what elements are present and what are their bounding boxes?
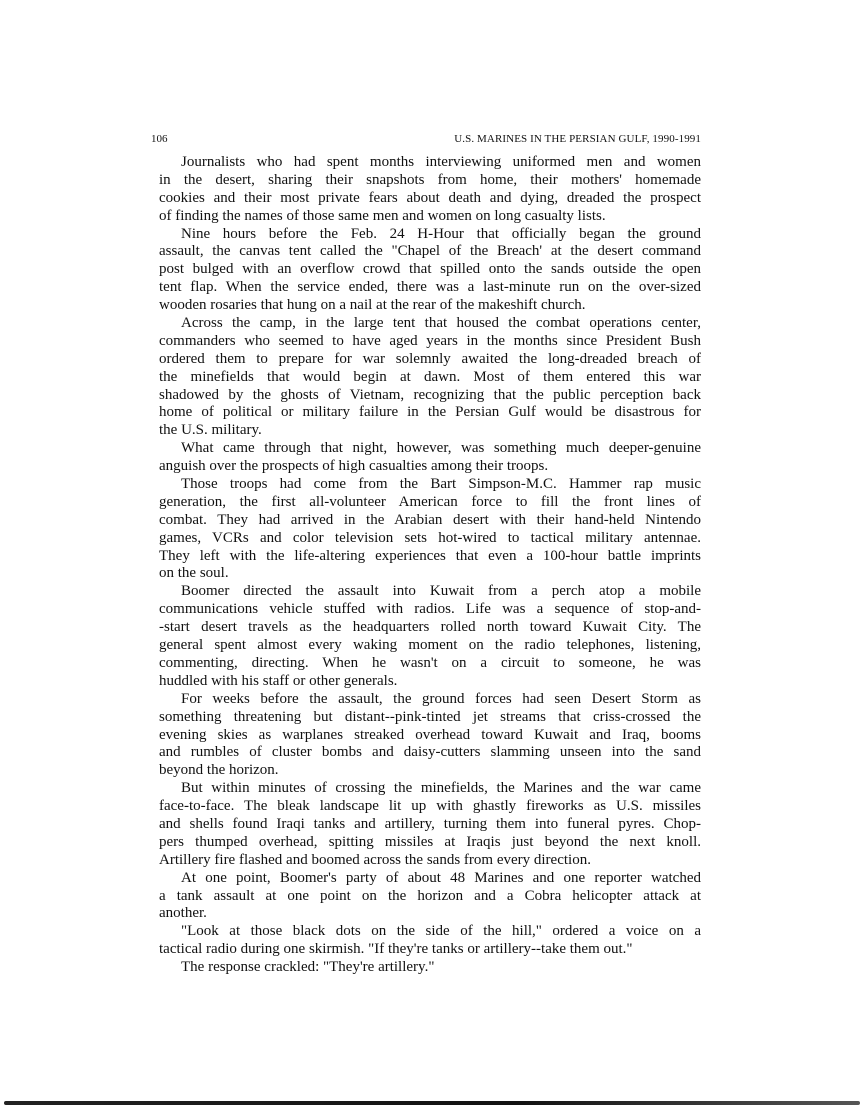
text-line: Journalists who had spent months interviewing uniformed men and women — [181, 154, 701, 170]
text-line: What came through that night, however, was something much deeper-genuine — [181, 440, 701, 457]
text-line: commenting, directing. When he wasn't on a circuit to someone, he was — [159, 654, 701, 671]
text-line: face-to-face. The bleak landscape lit up with ghastly fireworks as U.S. missiles — [159, 798, 701, 815]
text-line: Boomer directed the assault into Kuwait from a perch atop a mobile — [181, 583, 701, 600]
text-line: of finding the names of those same men and women on long casualty lists. — [159, 207, 606, 224]
text-line: on the soul. — [159, 565, 229, 582]
paragraph — [159, 476, 701, 583]
text-line: Those troops had come from the Bart Simpson-M.C. Hammer rap music — [181, 476, 701, 493]
text-line: Artillery fire flashed and boomed across the sands from every direction. — [159, 851, 591, 868]
paragraph — [159, 780, 701, 869]
paragraph — [159, 923, 701, 959]
text-line: and shells found Iraqi tanks and artillery, turning them into funeral pyres. Chop- — [159, 815, 701, 832]
text-line: ordered them to prepare for war solemnly awaited the long-dreaded breach of — [159, 350, 701, 367]
paragraph — [159, 226, 701, 315]
text-line: Nine hours before the Feb. 24 H-Hour that officially began the ground — [181, 225, 701, 242]
text-line: something threatening but distant--pink-tinted jet streams that criss-crossed the — [159, 708, 701, 725]
text-line: home of political or military failure in the Persian Gulf would be disastrous for — [159, 404, 701, 421]
text-line: assault, the canvas tent called the "Chapel of the Breach' at the desert command — [159, 243, 701, 260]
paragraph — [159, 583, 701, 690]
body-text — [159, 154, 701, 977]
paragraph — [159, 959, 701, 977]
paragraph — [159, 870, 701, 924]
text-line: communications vehicle stuffed with radios. Life was a sequence of stop-and- — [159, 601, 701, 618]
paragraph — [159, 315, 701, 440]
text-line: beyond the horizon. — [159, 762, 279, 779]
text-line: in the desert, sharing their snapshots from home, their mothers' homemade — [159, 171, 701, 188]
text-line: The response crackled: "They're artillery." — [181, 959, 435, 976]
text-line: shadowed by the ghosts of Vietnam, recognizing that the public perception back — [159, 386, 701, 403]
text-line: wooden rosaries that hung on a nail at the rear of the makeshift church. — [159, 297, 586, 314]
text-line: and rumbles of cluster bombs and daisy-cutters slamming unseen into the sand — [159, 744, 701, 761]
text-line: games, VCRs and color television sets hot-wired to tactical military antennae. — [159, 529, 701, 546]
text-line: general spent almost every waking moment on the radio telephones, listening, — [159, 637, 701, 654]
text-line: cookies and their most private fears about death and dying, dreaded the prospect — [159, 189, 701, 206]
running-title: U.S. MARINES IN THE PERSIAN GULF, 1990-1991 — [454, 133, 701, 145]
text-line: They left with the life-altering experiences that even a 100-hour battle imprints — [159, 547, 701, 564]
text-line: tent flap. When the service ended, there was a last-minute run on the over-sized — [159, 279, 701, 296]
text-line: commanders who seemed to have aged years in the months since President Bush — [159, 332, 701, 349]
text-line: At one point, Boomer's party of about 48 Marines and one reporter watched — [181, 869, 701, 886]
text-line: For weeks before the assault, the ground forces had seen Desert Storm as — [181, 690, 701, 707]
text-line: generation, the first all-volunteer American force to fill the front lines of — [159, 493, 701, 510]
text-line: a tank assault at one point on the horizon and a Cobra helicopter attack at — [159, 887, 701, 904]
page-number: 106 — [151, 133, 168, 145]
scan-edge-line — [4, 1101, 860, 1105]
text-line: pers thumped overhead, spitting missiles at Iraqis just beyond the next knoll. — [159, 833, 701, 850]
text-line: the U.S. military. — [159, 422, 262, 439]
text-line: another. — [159, 905, 207, 922]
text-line: -start desert travels as the headquarters rolled north toward Kuwait City. The — [159, 619, 701, 636]
text-line: "Look at those black dots on the side of the hill," ordered a voice on a — [181, 923, 701, 940]
text-line: anguish over the prospects of high casualties among their troops. — [159, 458, 549, 475]
text-line: tactical radio during one skirmish. "If they're tanks or artillery--take them out." — [159, 941, 633, 958]
text-line: post bulged with an overflow crowd that spilled onto the sands outside the open — [159, 261, 701, 278]
text-line: But within minutes of crossing the minefields, the Marines and the war came — [181, 780, 701, 797]
running-header — [151, 133, 701, 149]
text-line: evening skies as warplanes streaked overhead toward Kuwait and Iraq, booms — [159, 726, 701, 743]
paragraph — [159, 154, 701, 226]
text-line: the minefields that would begin at dawn. Most of them entered this war — [159, 368, 701, 385]
text-line: Across the camp, in the large tent that housed the combat operations center, — [181, 315, 701, 332]
paragraph — [159, 691, 701, 780]
text-line: huddled with his staff or other generals. — [159, 672, 398, 689]
text-line: combat. They had arrived in the Arabian desert with their hand-held Nintendo — [159, 511, 701, 528]
paragraph — [159, 440, 701, 476]
